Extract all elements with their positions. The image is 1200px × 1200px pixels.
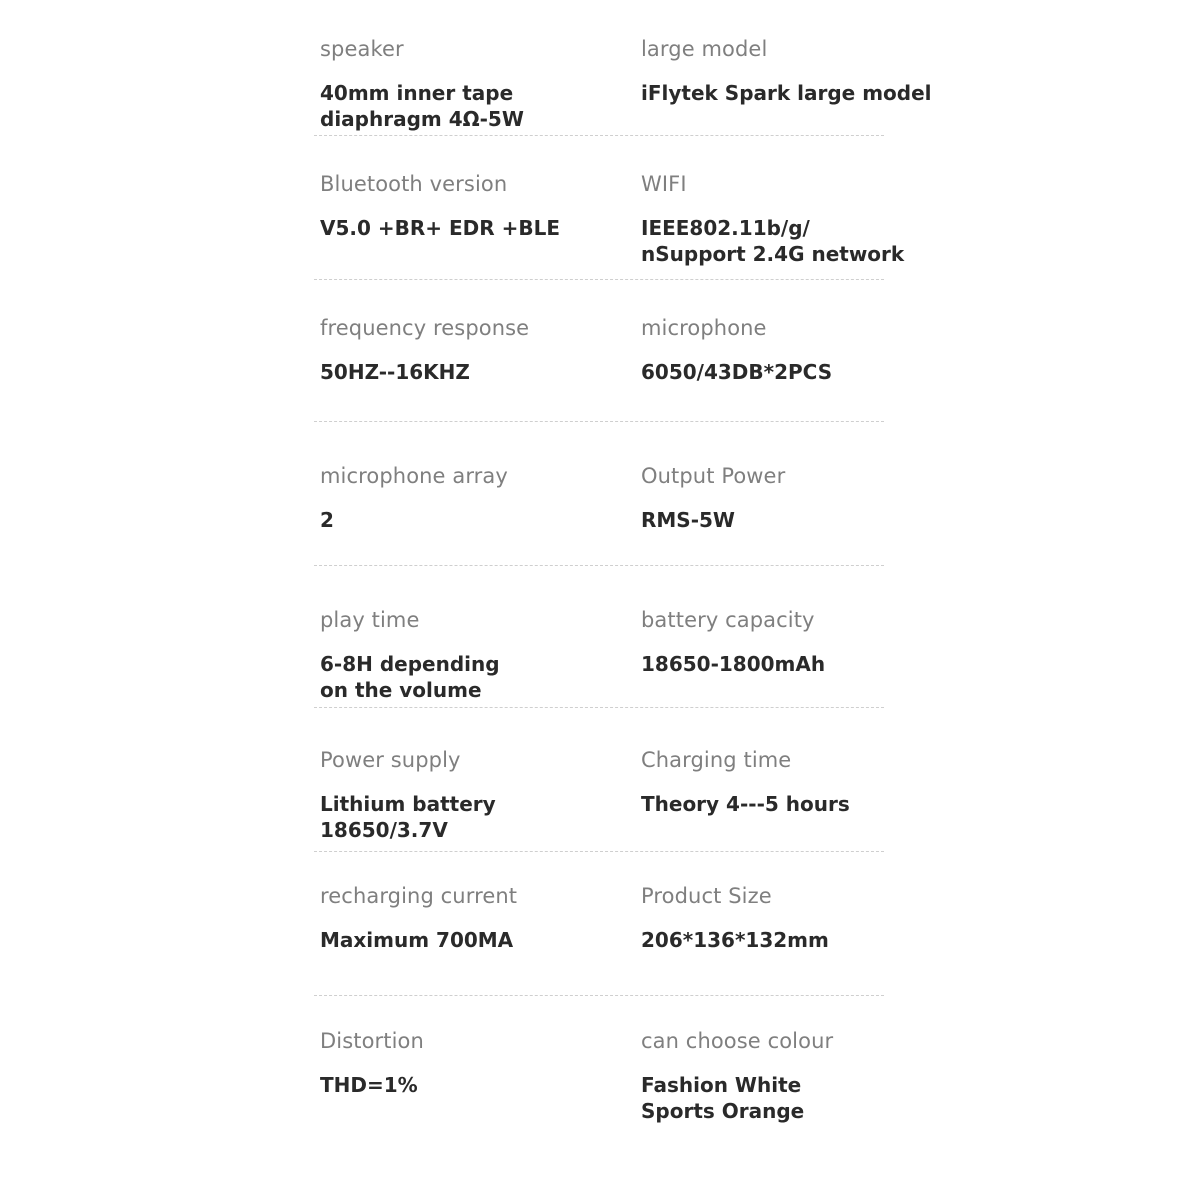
spec-value: 6-8H depending on the volume <box>320 652 500 702</box>
divider <box>314 421 884 422</box>
spec-value: Maximum 700MA <box>320 928 514 952</box>
spec-cell-frequency-response <box>320 315 630 385</box>
spec-value: 6050/43DB*2PCS <box>641 360 833 384</box>
spec-label: Bluetooth version <box>320 172 508 196</box>
spec-label: microphone <box>641 316 767 340</box>
divider <box>314 707 884 708</box>
spec-value: 18650-1800mAh <box>641 652 826 676</box>
spec-value: Theory 4---5 hours <box>641 792 850 816</box>
spec-value: V5.0 +BR+ EDR +BLE <box>320 216 561 240</box>
spec-label: Product Size <box>641 884 772 908</box>
divider <box>314 135 884 136</box>
spec-label: WIFI <box>641 172 687 196</box>
spec-label: Output Power <box>641 464 786 488</box>
divider <box>314 995 884 996</box>
spec-label: microphone array <box>320 464 508 488</box>
divider <box>314 279 884 280</box>
spec-cell-wifi <box>641 171 971 267</box>
spec-cell-power-supply <box>320 747 630 843</box>
spec-value: iFlytek Spark large model <box>641 81 932 105</box>
spec-cell-microphone-array <box>320 463 630 533</box>
spec-label: speaker <box>320 37 404 61</box>
spec-cell-large-model <box>641 36 971 106</box>
divider <box>314 851 884 852</box>
spec-label: frequency response <box>320 316 530 340</box>
spec-value: 2 <box>320 508 334 532</box>
spec-label: can choose colour <box>641 1029 834 1053</box>
spec-label: Power supply <box>320 748 461 772</box>
spec-label: recharging current <box>320 884 518 908</box>
spec-cell-play-time <box>320 607 630 703</box>
spec-label: play time <box>320 608 420 632</box>
divider <box>314 565 884 566</box>
spec-cell-product-size <box>641 883 971 953</box>
spec-cell-recharging-current <box>320 883 630 953</box>
spec-cell-output-power <box>641 463 971 533</box>
spec-value: 50HZ--16KHZ <box>320 360 470 384</box>
spec-value: RMS-5W <box>641 508 735 532</box>
spec-cell-battery-capacity <box>641 607 971 677</box>
spec-value: THD=1% <box>320 1073 418 1097</box>
spec-value: Lithium battery 18650/3.7V <box>320 792 496 842</box>
spec-value: 206*136*132mm <box>641 928 829 952</box>
spec-label: Distortion <box>320 1029 424 1053</box>
spec-cell-speaker <box>320 36 630 132</box>
spec-label: Charging time <box>641 748 792 772</box>
spec-value: 40mm inner tape diaphragm 4Ω-5W <box>320 81 524 131</box>
spec-cell-distortion <box>320 1028 630 1098</box>
spec-label: battery capacity <box>641 608 815 632</box>
spec-value: IEEE802.11b/g/ nSupport 2.4G network <box>641 216 905 266</box>
spec-cell-bluetooth-version <box>320 171 630 241</box>
spec-cell-microphone <box>641 315 971 385</box>
spec-cell-colour <box>641 1028 971 1124</box>
spec-cell-charging-time <box>641 747 971 817</box>
spec-label: large model <box>641 37 768 61</box>
spec-value: Fashion White Sports Orange <box>641 1073 805 1123</box>
